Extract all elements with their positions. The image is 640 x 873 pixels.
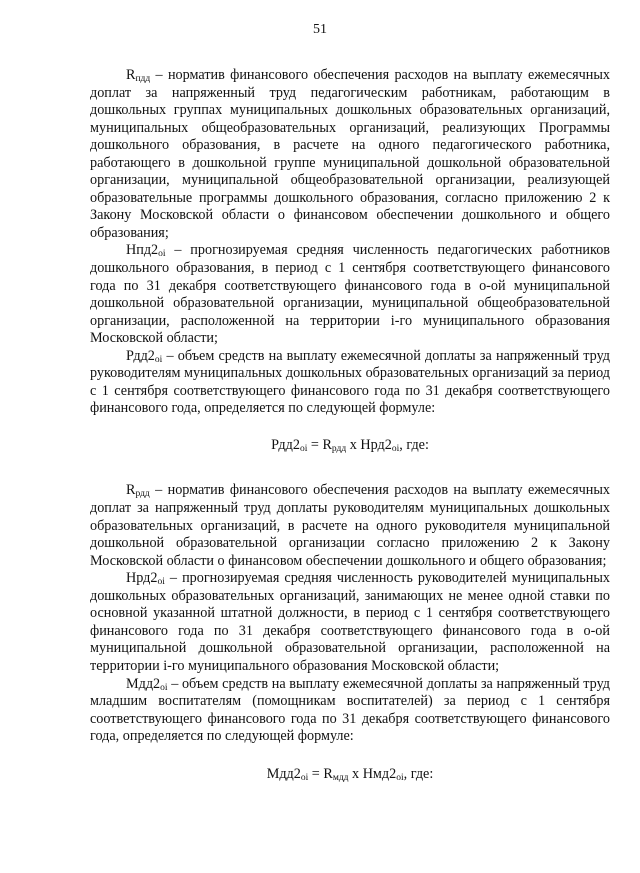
formula-term: x Нрд2 [346, 436, 392, 453]
document-body [90, 67, 610, 783]
formula-term: = R [308, 765, 333, 782]
formula-term: Рдд2 [271, 436, 300, 453]
subscript: oi [154, 354, 163, 365]
formula-subscript: мдд [332, 772, 349, 783]
paragraph-text: – прогнозируемая средняя численность педагогических работников дошкольного образования, в период с 1 сентября соответствующего финансового года по 31 декабря соответствующего финансового года в о-ой муниципальной дошкольной образовательной организации, муниципальной общеобразовательной организации, расположенной на территории i-го муниципального образования Московской области; [90, 242, 610, 347]
formula-subscript: oi [299, 443, 308, 454]
paragraph-text: – норматив финансового обеспечения расходов на выплату ежемесячных доплат за напряженный труд педагогическим работникам, работающим в дошкольных группах муниципальных дошкольных образовательных организаций, муниципальных общеобразовательных организаций, реализующих Программы дошкольного образования, в расчете на одного педагогического работника, работающего в дошкольной группе муниципальной дошкольной образовательной организации, муниципальной общеобразовательной организации, реализующей образовательные программы дошкольного образования, согласно приложению 2 к Закону Московской области о финансовом обеспечении дошкольного и общего образования; [90, 67, 610, 241]
formula-term: Мдд2 [266, 765, 301, 782]
page-number: 51 [313, 22, 327, 37]
formula-mdd2 [90, 766, 610, 784]
symbol: R [126, 67, 136, 83]
paragraph-text: – объем средств на выплату ежемесячной доплаты за напряженный труд руководителям муниципальных дошкольных образовательных организаций за период с 1 сентября соответствующего финансового года по 31 декабря соответствующего финансового года, определяется по следующей формуле: [90, 347, 610, 417]
symbol: Нрд2 [126, 570, 158, 587]
paragraph-nrd2 [90, 570, 610, 675]
paragraph-text: – объем средств на выплату ежемесячной доплаты за напряженный труд младшим воспитателям (помощникам воспитателей) за период с 1 сентября соответствующего финансового года по 31 декабря соответствующего финансового года, определяется по следующей формуле: [90, 675, 610, 745]
symbol: Мдд2 [126, 675, 161, 692]
formula-term: x Нмд2 [348, 765, 397, 782]
formula-subscript: oi [396, 772, 404, 783]
formula-rdd2 [90, 437, 610, 455]
formula-term: = R [307, 436, 332, 453]
paragraph-r-rdd [90, 482, 610, 570]
symbol: Нпд2 [126, 242, 159, 259]
subscript: oi [158, 249, 166, 260]
symbol: R [126, 482, 136, 499]
paragraph-mdd2 [90, 676, 610, 746]
formula-term: , где: [403, 765, 434, 782]
paragraph-r-pdd [90, 67, 610, 242]
formula-subscript: oi [300, 772, 309, 783]
subscript: пдд [135, 74, 151, 84]
symbol: Рдд2 [126, 347, 155, 364]
paragraph-text: – прогнозируемая средняя численность руководителей муниципальных дошкольных образовательных организаций, занимающих не менее одной ставки по основной указанной штатной должности, в период с 1 сентября соответствующего финансового года по 31 декабря соответствующего финансового года в о-ой муниципальной дошкольной образовательной организации, расположенной на территории i-го муниципального образования Московской области; [90, 570, 610, 674]
formula-term: , где: [399, 436, 429, 453]
formula-subscript: рдд [331, 443, 347, 454]
paragraph-text: – норматив финансового обеспечения расходов на выплату ежемесячных доплат за напряженный труд доплаты руководителям муниципальных дошкольных образовательных организаций, в расчете на одного руководителя муниципальной дошкольной образовательной организации согласно приложению 2 к Закону Московской области о финансовом обеспечении дошкольного и общего образования; [90, 482, 610, 569]
paragraph-rdd2 [90, 348, 610, 418]
paragraph-npd2 [90, 242, 610, 347]
subscript: oi [160, 682, 168, 693]
formula-subscript: oi [391, 443, 400, 454]
subscript: рдд [135, 489, 150, 500]
subscript: oi [157, 577, 165, 588]
